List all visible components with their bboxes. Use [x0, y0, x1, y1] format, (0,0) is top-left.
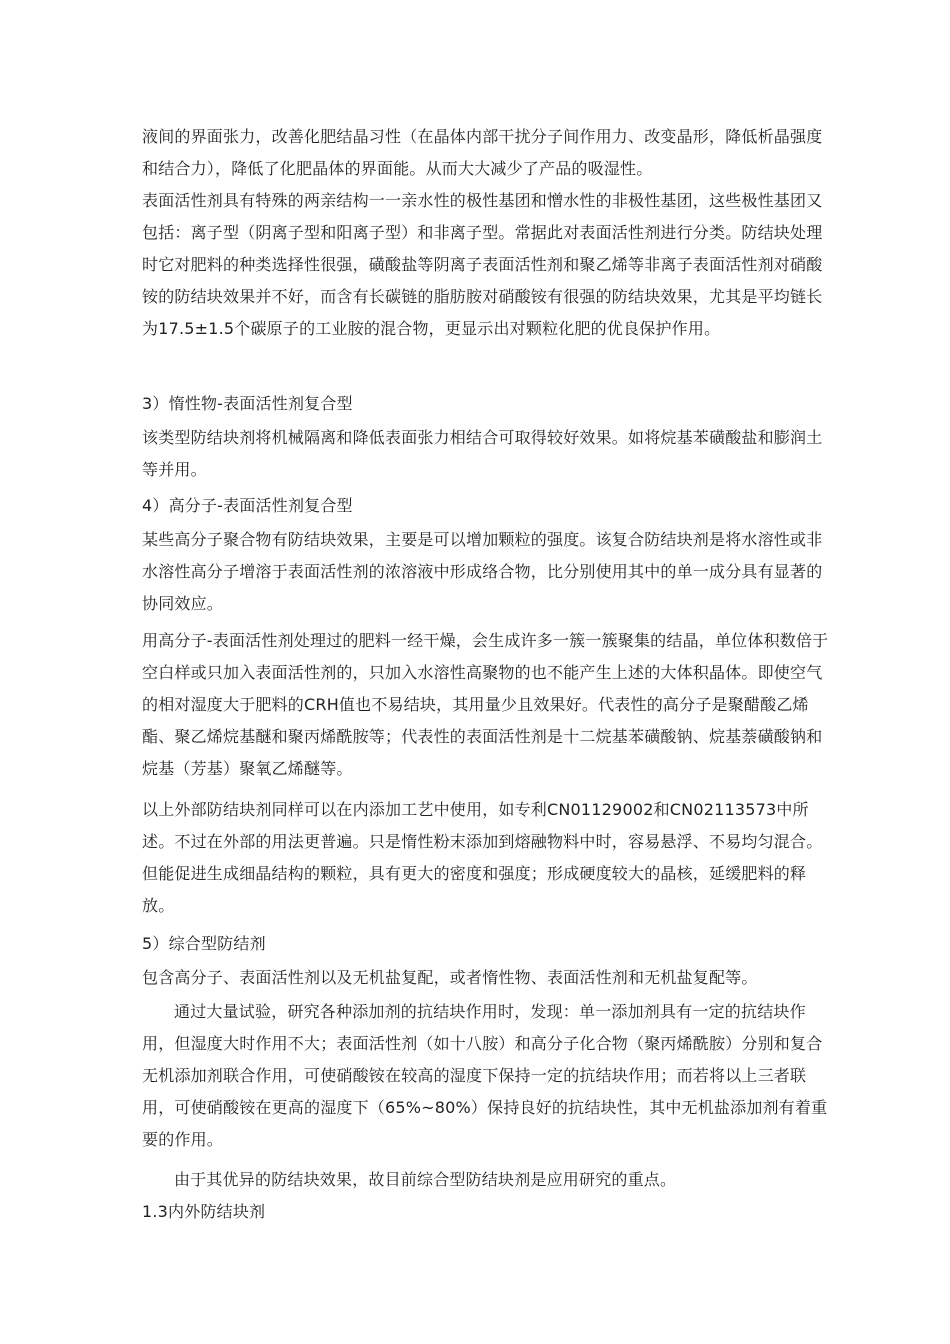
paragraph-experiment: 通过大量试验，研究各种添加剂的抗结块作用时，发现：单一添加剂具有一定的抗结块作用，但湿度大时作用不大；表面活性剂（如十八胺）和高分子化合物（聚丙烯酰胺）分别和复合无机添加剂联合作用，可使硝酸铵在较高的湿度下保持一定的抗结块作用；而若将以上三者联用，可使硝酸铵在更高的湿度下（65%~80%）保持良好的抗结块性，其中无机盐添加剂有着重要的作用。: [142, 1002, 828, 1149]
paragraph-inert-surfactant: 该类型防结块剂将机械隔离和降低表面张力相结合可取得较好效果。如将烷基苯磺酸盐和膨润土等并用。: [142, 428, 823, 479]
section-heading-1-3: 1.3内外防结块剂: [142, 1202, 266, 1221]
paragraph-interface-tension: 液间的界面张力，改善化肥结晶习性（在晶体内部干扰分子间作用力、改变晶形，降低析晶强度和结合力），降低了化肥晶体的界面能。从而大大减少了产品的吸湿性。: [142, 127, 823, 178]
heading-inert-surfactant: 3）惰性物-表面活性剂复合型: [142, 394, 353, 413]
paragraph-external-agents: 以上外部防结块剂同样可以在内添加工艺中使用，如专利CN01129002和CN02113573中所述。不过在外部的用法更普遍。只是惰性粉末添加到熔融物料中时，容易悬浮、不易均匀混合。但能促进生成细晶结构的颗粒，具有更大的密度和强度；形成硬度较大的晶核，延缓肥料的释放。: [142, 800, 823, 915]
paragraph-surfactant-structure: 表面活性剂具有特殊的两亲结构一一亲水性的极性基团和憎水性的非极性基团，这些极性基团又包括：离子型（阴离子型和阳离子型）和非离子型。常据此对表面活性剂进行分类。防结块处理时它对肥料的种类选择性很强，磺酸盐等阴离子表面活性剂和聚乙烯等非离子表面活性剂对硝酸铵的防结块效果并不好，而含有长碳链的脂肪胺对硝酸铵有很强的防结块效果，尤其是平均链长为17.5±1.5个碳原子的工业胺的混合物，更显示出对颗粒化肥的优良保护作用。: [142, 191, 823, 338]
paragraph-comprehensive: 包含高分子、表面活性剂以及无机盐复配，或者惰性物、表面活性剂和无机盐复配等。: [142, 968, 758, 987]
heading-polymer-surfactant: 4）高分子-表面活性剂复合型: [142, 496, 353, 515]
paragraph-polymer-treatment: 用高分子-表面活性剂处理过的肥料一经干燥，会生成许多一簇一簇聚集的结晶，单位体积数倍于空白样或只加入表面活性剂的，只加入水溶性高聚物的也不能产生上述的大体积晶体。即使空气的相对湿度大于肥料的CRH值也不易结块，其用量少且效果好。代表性的高分子是聚醋酸乙烯酯、聚乙烯烷基醚和聚丙烯酰胺等；代表性的表面活性剂是十二烷基苯磺酸钠、烷基萘磺酸钠和烷基（芳基）聚氧乙烯醚等。: [142, 631, 829, 778]
heading-comprehensive: 5）综合型防结剂: [142, 934, 266, 953]
paragraph-research-focus: 由于其优异的防结块效果，故目前综合型防结块剂是应用研究的重点。: [174, 1170, 677, 1189]
paragraph-polymer-effect: 某些高分子聚合物有防结块效果，主要是可以增加颗粒的强度。该复合防结块剂是将水溶性或非水溶性高分子增溶于表面活性剂的浓溶液中形成络合物，比分别使用其中的单一成分具有显著的协同效应。: [142, 530, 823, 613]
